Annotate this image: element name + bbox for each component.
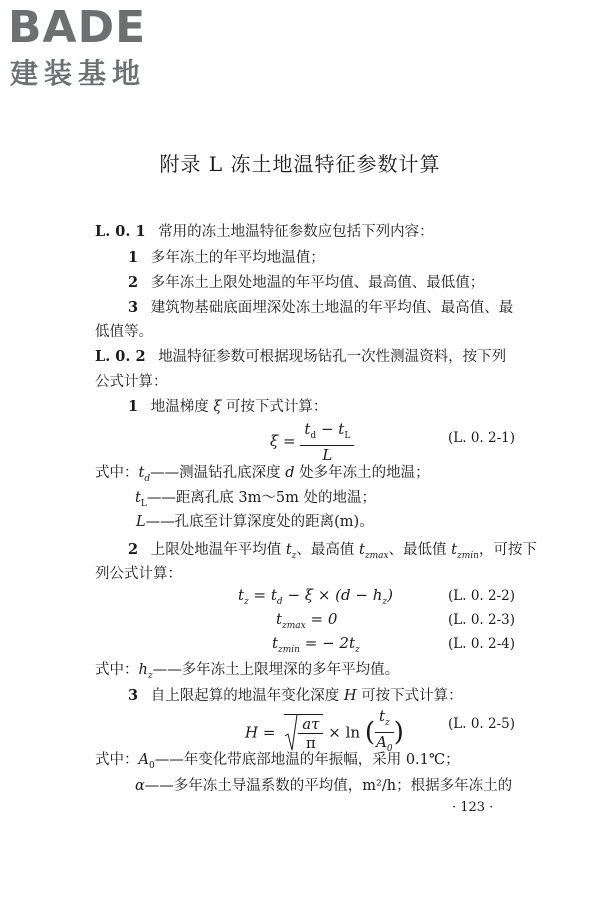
equation-l024 [272, 634, 360, 655]
eq-sub: L [344, 431, 351, 441]
eq-sqrt [284, 714, 323, 752]
item-text: 、最低值 [388, 542, 447, 558]
item-number: 1 [128, 398, 139, 415]
item-text: 地温梯度 [150, 399, 209, 415]
eq-sub: d [310, 431, 317, 441]
where-text: ——年变化带底部地温的年振幅，采用 0.1℃； [154, 752, 460, 768]
where-label: 式中： [95, 662, 139, 678]
where-text: ——多年冻土上限埋深的多年平均值。 [152, 662, 400, 678]
eq-denominator: π [305, 733, 316, 752]
equation-number: (L. 0. 2-1) [448, 430, 515, 446]
symbol: A [138, 752, 149, 768]
where-hz [95, 660, 399, 686]
subclause-continuation: 列公式计算： [95, 566, 182, 582]
item-text: 、最高值 [296, 542, 355, 558]
where-tl [135, 488, 376, 514]
equation-number: (L. 0. 2-4) [448, 636, 515, 652]
item-number: 3 [128, 687, 139, 704]
eq-term: − ξ × (d − h [282, 586, 383, 604]
equation-l023 [276, 610, 337, 631]
clause-text: 常用的冻土地温特征参数应包括下列内容： [158, 224, 434, 240]
symbol-sub: d [144, 473, 151, 484]
item-text: 多年冻土上限处地温的年平均值、最高值、最低值； [150, 275, 485, 291]
symbol: L [136, 514, 146, 530]
eq-paren: ) [393, 717, 404, 748]
equation-l025 [245, 707, 404, 754]
item-text: 多年冻土的年平均地温值； [150, 250, 325, 266]
brand-logo [8, 2, 178, 96]
clause-continuation: 公式计算： [95, 374, 168, 390]
clause-l01 [95, 222, 434, 242]
symbol: t [138, 465, 145, 481]
eq-sub: z [244, 597, 249, 607]
item-number: 1 [128, 249, 139, 266]
list-item [128, 248, 325, 268]
where-td [95, 463, 430, 489]
where-text: 处多年冻土的地温； [299, 465, 430, 481]
eq-term: t [378, 707, 385, 725]
eq-term: A [376, 733, 387, 751]
eq-sub: z [355, 645, 360, 655]
where-alpha [135, 776, 512, 796]
list-item [128, 298, 513, 318]
eq-term: t [338, 420, 345, 438]
eq-term: = − 2t [299, 634, 355, 652]
where-text: ——孔底至计算深度处的距离(m)。 [145, 514, 374, 530]
eq-sub: zmax [282, 621, 306, 631]
eq-lhs: H = [245, 723, 276, 742]
symbol: t [135, 490, 141, 506]
eq-term: = 0 [305, 610, 338, 628]
symbol: h [138, 662, 148, 678]
item-number: 2 [128, 541, 139, 558]
eq-term: t [276, 610, 283, 628]
eq-sub: zmin [278, 645, 300, 655]
subclause-1 [128, 397, 327, 417]
symbol: t [285, 542, 292, 558]
eq-numerator [375, 707, 394, 733]
logo-wordmark: BADE [8, 2, 147, 53]
symbol-sub: zmax [364, 550, 389, 561]
eq-term: ) [387, 586, 393, 604]
equation-number: (L. 0. 2-3) [448, 612, 515, 628]
symbol-sub: zmin [456, 550, 479, 561]
eq-operator: × ln [328, 723, 361, 742]
symbol: t [359, 542, 365, 558]
item-text: 自上限起算的地温年变化深度 [150, 688, 340, 704]
item-continuation: 低值等。 [95, 324, 153, 340]
item-text: 可按下式计算： [225, 399, 328, 415]
symbol: t [451, 542, 457, 558]
symbol: α [135, 778, 145, 794]
subclause-2 [128, 540, 537, 566]
eq-lhs: ξ = [270, 432, 296, 450]
clause-label: L. 0. 2 [95, 348, 146, 365]
item-text: ，可按下 [478, 542, 537, 558]
item-text: 上限处地温年平均值 [150, 542, 282, 558]
where-label: 式中： [95, 465, 139, 481]
clause-text: 地温特征参数可根据现场钻孔一次性测温资料，按下列 [158, 349, 507, 365]
eq-sub: z [382, 597, 388, 607]
eq-fraction [300, 420, 354, 464]
where-a0 [95, 750, 460, 776]
item-text: 建筑物基础底面埋深处冻土地温的年平均值、最高值、最 [150, 300, 514, 316]
page-number: · 123 · [452, 800, 494, 815]
where-text: ——距离孔底 3m～5m 处的地温； [146, 490, 376, 506]
eq-numerator [300, 420, 354, 446]
eq-term: t [272, 634, 279, 652]
symbol: d [285, 465, 295, 481]
symbol-sub: z [291, 550, 297, 561]
eq-denominator: L [322, 446, 333, 464]
symbol-sub: L [140, 498, 147, 509]
eq-fraction [298, 715, 323, 752]
equation-number: (L. 0. 2-2) [448, 588, 515, 604]
item-number: 3 [128, 299, 139, 316]
equation-number: (L. 0. 2-5) [448, 716, 515, 732]
symbol-sub: 0 [148, 760, 155, 771]
eq-term: t [238, 586, 245, 604]
symbol-sub: z [147, 670, 153, 681]
eq-paren: ( [364, 717, 375, 748]
item-number: 2 [128, 274, 139, 291]
list-item [128, 273, 484, 293]
eq-term: t [304, 420, 311, 438]
where-l [136, 512, 374, 532]
clause-l02 [95, 347, 506, 367]
eq-sub: d [276, 597, 283, 607]
equation-l021 [270, 420, 354, 464]
eq-term: = t [248, 586, 277, 604]
where-label: 式中： [95, 752, 139, 768]
sqrt-icon [284, 714, 298, 752]
where-text: ——多年冻土导温系数的平均值，m²/h；根据多年冻土的 [144, 778, 513, 794]
eq-numerator: aτ [298, 715, 323, 734]
where-text: ——测温钻孔底深度 [150, 465, 281, 481]
eq-sub: 0 [386, 744, 393, 754]
clause-label: L. 0. 1 [95, 223, 146, 240]
symbol: H [343, 688, 357, 704]
eq-sub: z [385, 718, 390, 728]
symbol-xi: ξ [213, 399, 222, 415]
logo-subtitle: 建装基地 [10, 57, 147, 90]
equation-l022 [238, 586, 393, 607]
eq-operator: − [316, 420, 339, 438]
subclause-3 [128, 686, 463, 706]
page-title: 附录 L 冻土地温特征参数计算 [159, 152, 441, 176]
item-text: 可按下式计算： [361, 688, 463, 704]
